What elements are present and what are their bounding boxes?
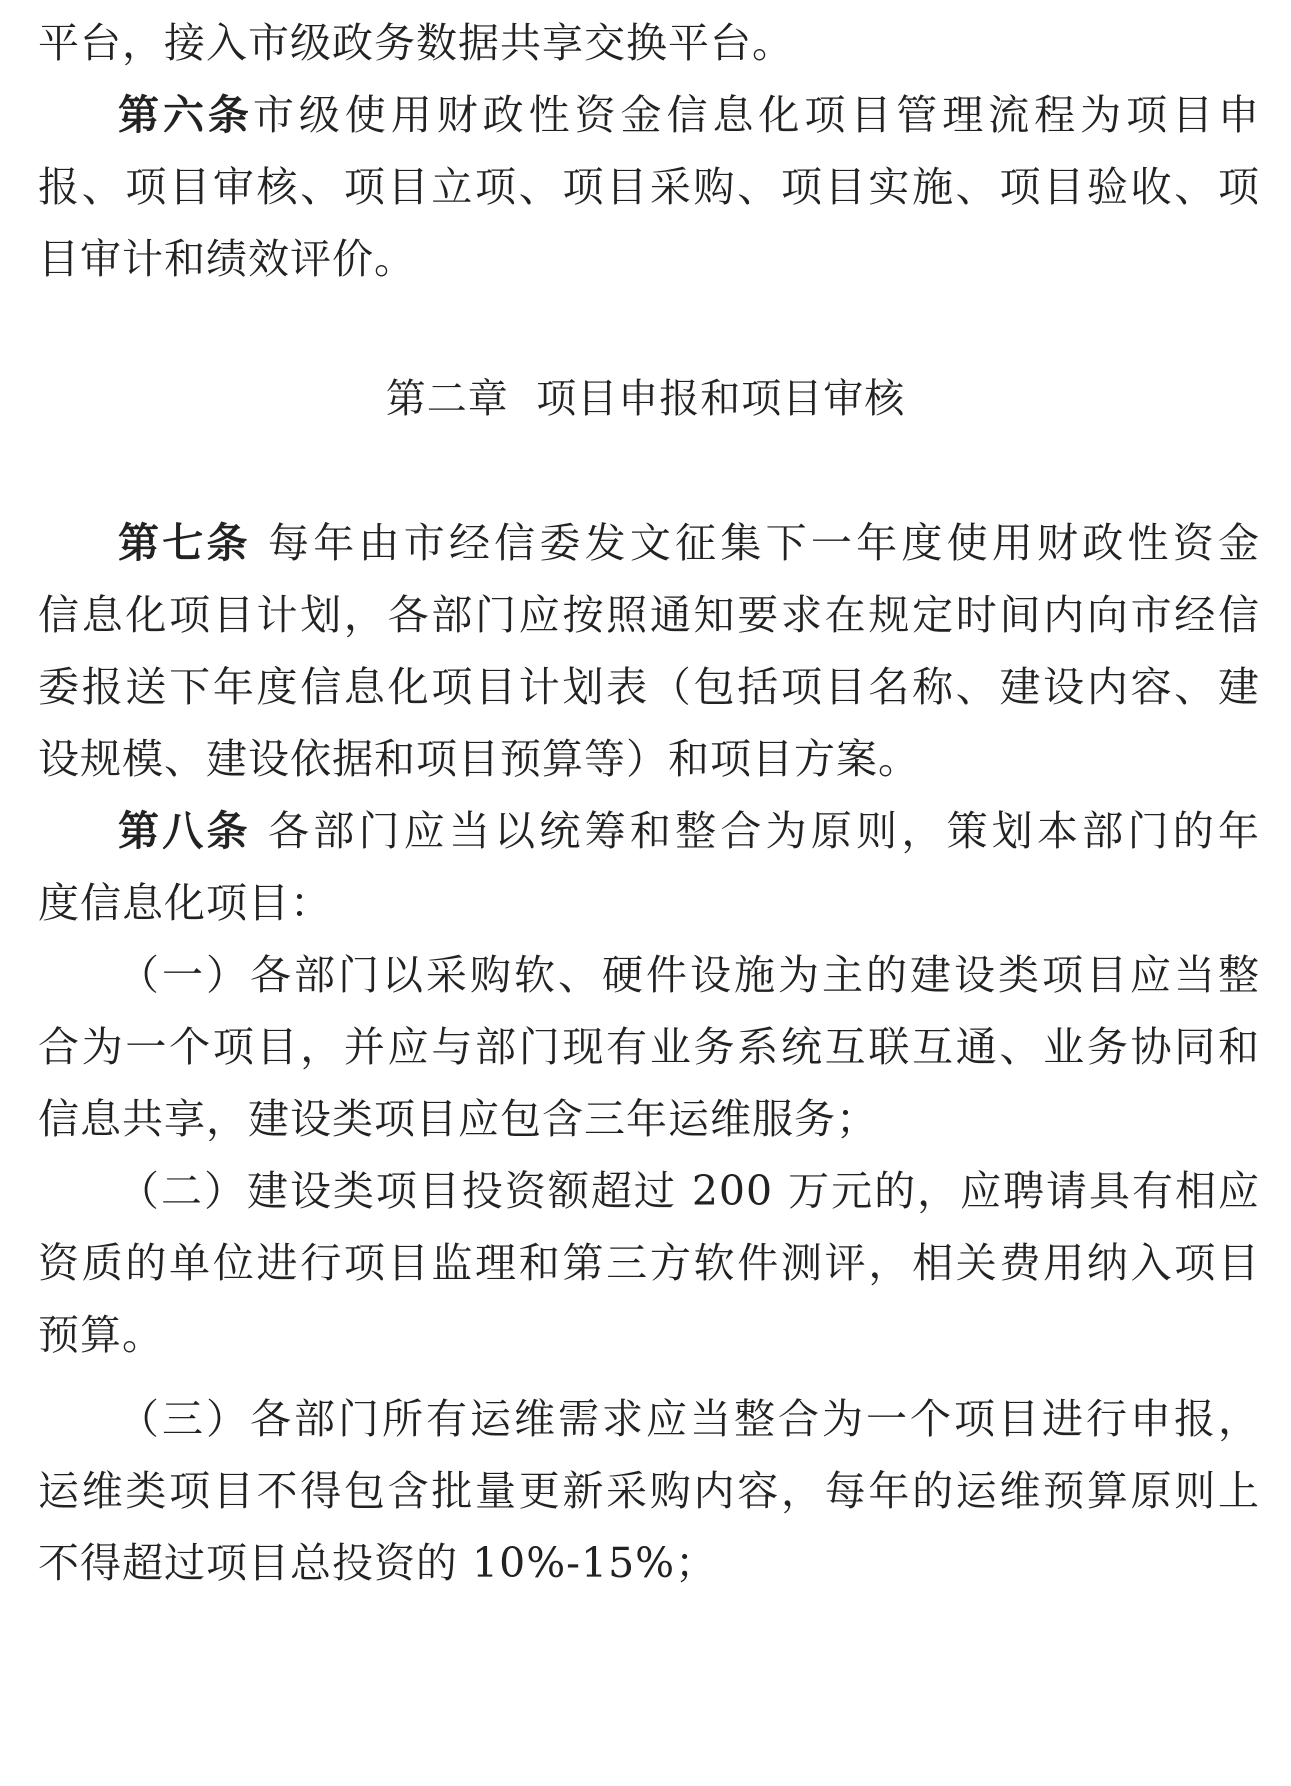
text-line: 不得超过项目总投资的 10%-15%；	[38, 1539, 718, 1587]
item-3-line-3	[38, 1528, 1260, 1598]
text-line: （三）各部门所有运维需求应当整合为一个项目进行申报，	[118, 1395, 1260, 1443]
text-line: 运维类项目不得包含批量更新采购内容，每年的运维预算原则上	[38, 1467, 1260, 1515]
text-line: 市级使用财政性资金信息化项目管理流程为项目申	[252, 91, 1260, 139]
article-7-label: 第七条	[118, 519, 251, 567]
text-line: （一）各部门以采购软、硬件设施为主的建设类项目应当整	[118, 951, 1260, 999]
item-2-line-1	[38, 1156, 1260, 1226]
item-1-line-2	[38, 1012, 1260, 1082]
text-line: 目审计和绩效评价。	[38, 235, 416, 283]
text-line: 设规模、建设依据和项目预算等）和项目方案。	[38, 735, 920, 783]
text-line: 预算。	[38, 1311, 164, 1359]
paragraph-line	[38, 8, 1260, 78]
text-line: 信息化项目计划，各部门应按照通知要求在规定时间内向市经信	[38, 591, 1260, 639]
item-1-line-3	[38, 1084, 1260, 1154]
text-line: 每年由市经信委发文征集下一年度使用财政性资金	[250, 519, 1261, 567]
article-6-line-3	[38, 224, 1260, 294]
article-6-line-2	[38, 152, 1260, 222]
text-line: 委报送下年度信息化项目计划表（包括项目名称、建设内容、建	[38, 663, 1260, 711]
article-8-line-2	[38, 868, 1260, 938]
text-line: 报、项目审核、项目立项、项目采购、项目实施、项目验收、项	[38, 163, 1260, 211]
item-2-line-2	[38, 1228, 1260, 1298]
article-7-line-3	[38, 652, 1260, 722]
item-3-line-2	[38, 1456, 1260, 1526]
item-2-line-3	[38, 1300, 1260, 1370]
text-line: 度信息化项目：	[38, 879, 332, 927]
text-line: （二）建设类项目投资额超过 200 万元的，应聘请具有相应	[118, 1167, 1260, 1215]
article-8-line-1	[38, 796, 1260, 866]
text-line: 各部门应当以统筹和整合为原则，策划本部门的年	[250, 807, 1261, 855]
chapter-heading: 第二章 项目申报和项目审核	[385, 376, 906, 422]
article-7-line-4	[38, 724, 1260, 794]
article-8-label: 第八条	[118, 807, 251, 855]
text-line: 信息共享，建设类项目应包含三年运维服务；	[38, 1095, 878, 1143]
article-6-line-1	[38, 80, 1260, 150]
item-3-line-1	[38, 1384, 1260, 1454]
article-7-line-1	[38, 508, 1260, 578]
item-1-line-1	[38, 940, 1260, 1010]
text-line: 合为一个项目，并应与部门现有业务系统互联互通、业务协同和	[38, 1023, 1260, 1071]
text-line: 平台，接入市级政务数据共享交换平台。	[38, 19, 794, 67]
text-line: 资质的单位进行项目监理和第三方软件测评，相关费用纳入项目	[38, 1239, 1260, 1287]
article-7-line-2	[38, 580, 1260, 650]
article-6-label: 第六条	[118, 91, 253, 139]
